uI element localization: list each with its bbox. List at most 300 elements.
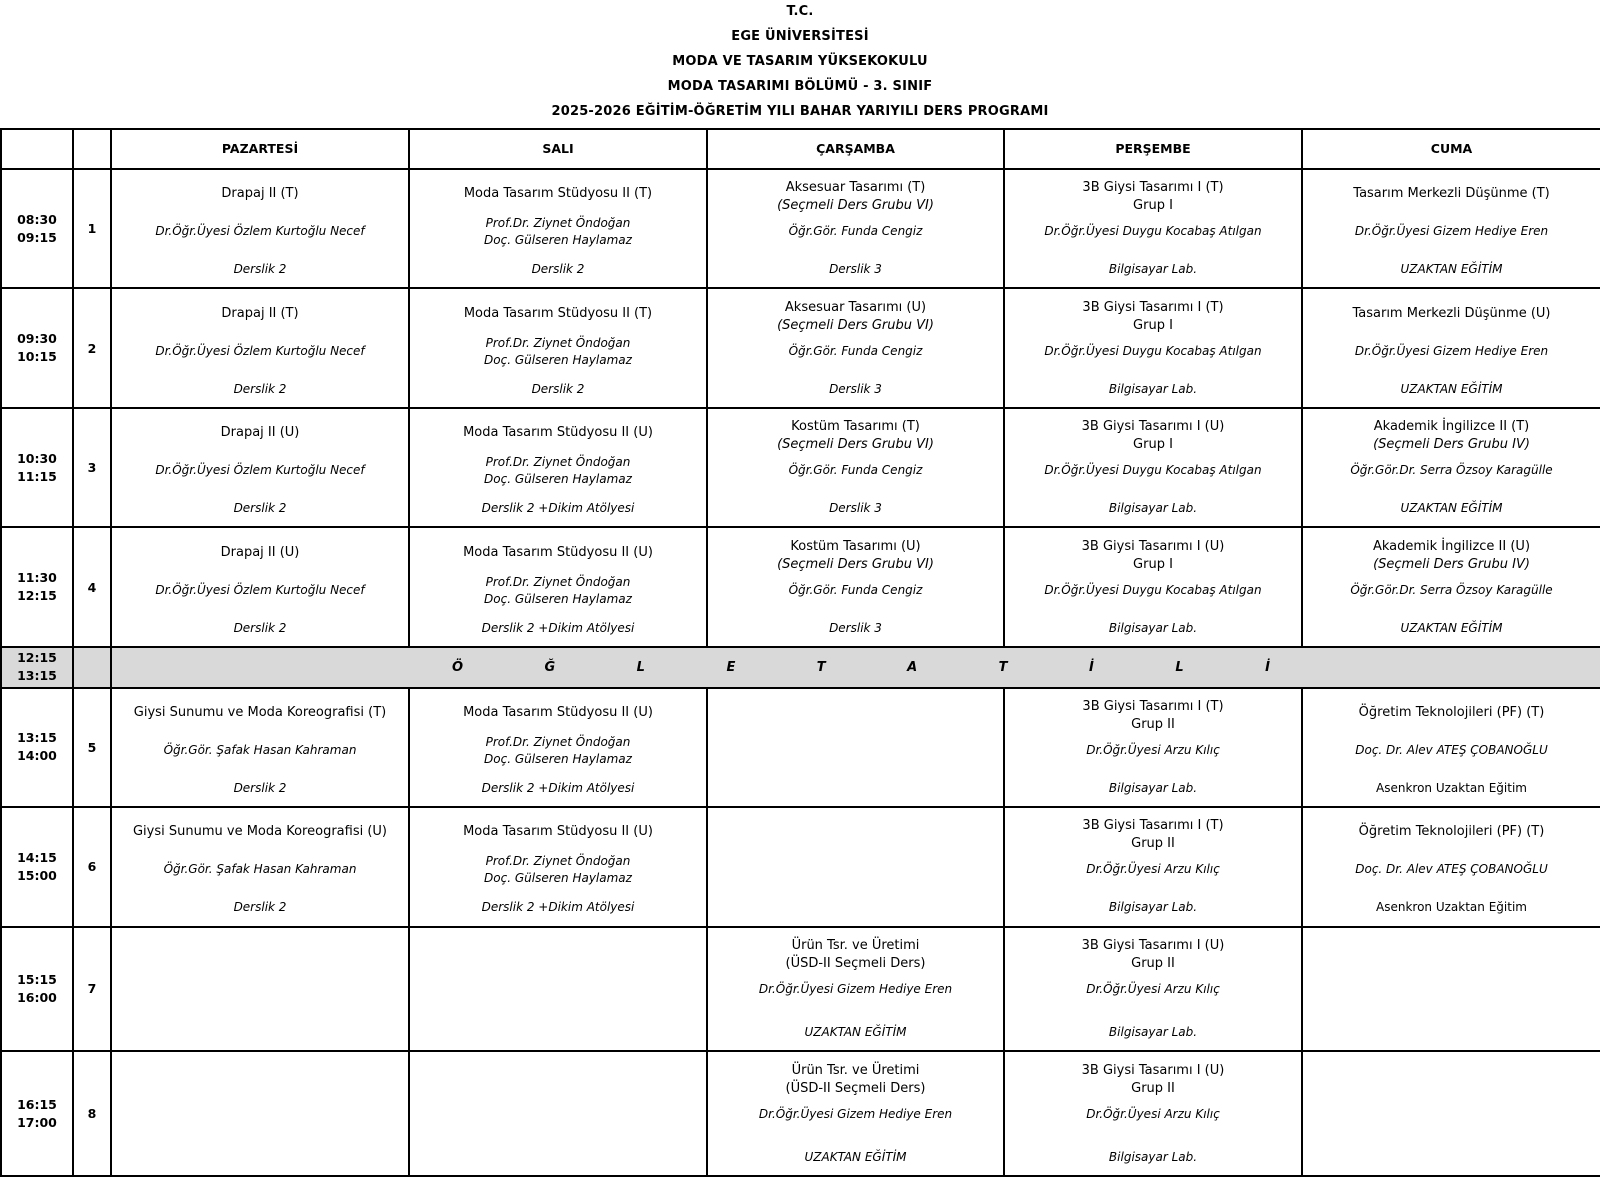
classroom: Asenkron Uzaktan Eğitim bbox=[1376, 780, 1527, 795]
instructor-name: Prof.Dr. Ziynet Öndoğan bbox=[485, 574, 631, 589]
course-title bbox=[112, 823, 408, 841]
course-entry bbox=[1005, 1054, 1301, 1174]
course-entry bbox=[112, 410, 408, 525]
course-title bbox=[410, 704, 706, 722]
instructor bbox=[708, 462, 1003, 479]
course-cell-thursday bbox=[1004, 927, 1302, 1052]
classroom: UZAKTAN EĞİTİM bbox=[804, 1024, 907, 1039]
time-range-cell bbox=[1, 688, 73, 808]
course-title bbox=[112, 704, 408, 722]
course-title-text: Moda Tasarım Stüdyosu II (U) bbox=[463, 824, 653, 840]
course-title-text: Kostüm Tasarımı (U) bbox=[790, 538, 921, 554]
course-title-text: Moda Tasarım Stüdyosu II (U) bbox=[463, 544, 653, 560]
lunch-end: 13:15 bbox=[17, 668, 57, 684]
time-start: 15:15 bbox=[17, 971, 57, 987]
instructor-name: Prof.Dr. Ziynet Öndoğan bbox=[485, 216, 631, 231]
lunch-time-cell bbox=[1, 647, 73, 688]
time-end: 09:15 bbox=[17, 229, 57, 245]
instructor bbox=[1303, 223, 1600, 240]
course-entry bbox=[112, 809, 408, 924]
instructor bbox=[112, 742, 408, 759]
course-title-text: Giysi Sunumu ve Moda Koreografisi (T) bbox=[133, 704, 387, 720]
instructor bbox=[410, 335, 706, 369]
course-subtitle: (Seçmeli Ders Grubu VI) bbox=[777, 437, 934, 453]
schedule-table bbox=[0, 128, 1600, 1177]
instructor-name: Doç. Dr. Alev ATEŞ ÇOBANOĞLU bbox=[1355, 862, 1548, 877]
instructor bbox=[112, 462, 408, 479]
course-entry bbox=[708, 410, 1003, 525]
instructor bbox=[410, 574, 706, 608]
classroom: Asenkron Uzaktan Eğitim bbox=[1376, 900, 1527, 915]
course-title-text: 3B Giysi Tasarımı I (U) bbox=[1081, 538, 1225, 554]
course-entry bbox=[112, 291, 408, 406]
time-start: 16:15 bbox=[17, 1096, 57, 1112]
instructor-name: Dr.Öğr.Üyesi Gizem Hediye Eren bbox=[1354, 343, 1549, 358]
course-entry bbox=[1303, 530, 1600, 645]
instructor-name: Dr.Öğr.Üyesi Duygu Kocabaş Atılgan bbox=[1044, 224, 1262, 239]
course-cell-thursday bbox=[1004, 408, 1302, 528]
instructor-name: Öğr.Gör. Funda Cengiz bbox=[788, 463, 923, 478]
instructor-name: Öğr.Gör. Şafak Hasan Kahraman bbox=[163, 862, 357, 877]
header-line-4: MODA TASARIMI BÖLÜMÜ - 3. SINIF bbox=[667, 79, 933, 94]
instructor-name: Öğr.Gör.Dr. Serra Özsoy Karagülle bbox=[1350, 463, 1553, 478]
day-header-thursday: PERŞEMBE bbox=[1004, 129, 1302, 169]
course-subtitle: Grup II bbox=[1131, 836, 1175, 852]
course-title bbox=[410, 424, 706, 442]
course-title bbox=[112, 185, 408, 203]
course-entry bbox=[1303, 410, 1600, 525]
course-cell-friday bbox=[1302, 807, 1600, 927]
time-range-cell bbox=[1, 169, 73, 289]
instructor-name: Dr.Öğr.Üyesi Gizem Hediye Eren bbox=[1354, 224, 1549, 239]
lunch-letter: T bbox=[816, 659, 826, 675]
course-subtitle: (Seçmeli Ders Grubu VI) bbox=[777, 198, 934, 214]
course-cell-tuesday bbox=[409, 288, 707, 408]
course-title bbox=[708, 418, 1003, 454]
slot-number: 6 bbox=[73, 807, 111, 927]
course-title-text: Akademik İngilizce II (T) bbox=[1373, 419, 1530, 435]
course-title bbox=[708, 1062, 1003, 1098]
slot-number: 3 bbox=[73, 408, 111, 528]
slot-number: 4 bbox=[73, 527, 111, 647]
instructor-name: Prof.Dr. Ziynet Öndoğan bbox=[485, 455, 631, 470]
course-cell-friday bbox=[1302, 688, 1600, 808]
instructor-name: Dr.Öğr.Üyesi Arzu Kılıç bbox=[1086, 862, 1220, 877]
slot-number: 2 bbox=[73, 288, 111, 408]
lunch-letter: L bbox=[636, 659, 645, 675]
time-range-cell bbox=[1, 408, 73, 528]
day-header-row bbox=[1, 129, 1600, 169]
lunch-letter: L bbox=[1175, 659, 1184, 675]
course-cell-wednesday bbox=[707, 927, 1004, 1052]
course-title-text: Moda Tasarım Stüdyosu II (U) bbox=[463, 704, 653, 720]
course-entry bbox=[708, 291, 1003, 406]
instructor-name-2: Doç. Gülseren Haylamaz bbox=[484, 751, 632, 766]
lunch-break-row bbox=[1, 647, 1600, 688]
course-entry bbox=[410, 690, 706, 805]
course-entry bbox=[1005, 690, 1301, 805]
time-slot-row bbox=[1, 927, 1600, 1052]
classroom: Bilgisayar Lab. bbox=[1108, 1024, 1198, 1039]
time-range-cell bbox=[1, 288, 73, 408]
course-subtitle: (ÜSD-II Seçmeli Ders) bbox=[785, 1080, 926, 1096]
instructor-name: Dr.Öğr.Üyesi Gizem Hediye Eren bbox=[758, 981, 953, 996]
course-entry bbox=[1005, 410, 1301, 525]
course-subtitle: (Seçmeli Ders Grubu VI) bbox=[777, 556, 934, 572]
time-start: 08:30 bbox=[17, 211, 57, 227]
course-cell-monday bbox=[111, 807, 409, 927]
time-slot-row bbox=[1, 408, 1600, 528]
course-title-text: 3B Giysi Tasarımı I (U) bbox=[1081, 419, 1225, 435]
lunch-letter: İ bbox=[1265, 659, 1270, 675]
classroom: Bilgisayar Lab. bbox=[1108, 900, 1198, 915]
course-subtitle: (Seçmeli Ders Grubu IV) bbox=[1373, 556, 1530, 572]
course-title bbox=[112, 544, 408, 562]
course-cell-tuesday bbox=[409, 527, 707, 647]
time-start: 11:30 bbox=[17, 570, 57, 586]
course-title bbox=[1005, 937, 1301, 973]
time-slot-row bbox=[1, 807, 1600, 927]
time-end: 12:15 bbox=[17, 588, 57, 604]
course-cell-friday bbox=[1302, 1051, 1600, 1176]
instructor bbox=[708, 1106, 1003, 1123]
time-slot-row bbox=[1, 688, 1600, 808]
day-header-wednesday: ÇARŞAMBA bbox=[707, 129, 1004, 169]
course-title bbox=[1303, 305, 1600, 323]
course-subtitle: Grup I bbox=[1133, 317, 1173, 333]
header-line-5: 2025-2026 EĞİTİM-ÖĞRETİM YILI BAHAR YARIYILI DERS PROGRAMI bbox=[551, 104, 1049, 119]
course-title bbox=[1005, 179, 1301, 215]
course-title-text: Drapaj II (T) bbox=[221, 305, 299, 321]
instructor bbox=[1005, 981, 1301, 998]
instructor-name: Dr.Öğr.Üyesi Özlem Kurtoğlu Necef bbox=[155, 343, 365, 358]
course-title-text: Öğretim Teknolojileri (PF) (T) bbox=[1358, 704, 1545, 720]
course-cell-tuesday bbox=[409, 1051, 707, 1176]
course-entry bbox=[410, 809, 706, 924]
course-cell-wednesday bbox=[707, 288, 1004, 408]
corner-cell-time bbox=[1, 129, 73, 169]
course-entry bbox=[410, 530, 706, 645]
course-cell-monday bbox=[111, 408, 409, 528]
course-entry bbox=[1303, 690, 1600, 805]
course-title bbox=[410, 305, 706, 323]
instructor-name: Dr.Öğr.Üyesi Özlem Kurtoğlu Necef bbox=[155, 463, 365, 478]
course-title bbox=[1005, 698, 1301, 734]
classroom: Bilgisayar Lab. bbox=[1108, 1149, 1198, 1164]
course-title-text: Moda Tasarım Stüdyosu II (T) bbox=[463, 305, 653, 321]
course-cell-wednesday bbox=[707, 527, 1004, 647]
course-subtitle: Grup II bbox=[1131, 955, 1175, 971]
instructor bbox=[708, 343, 1003, 360]
course-entry bbox=[1005, 809, 1301, 924]
course-entry bbox=[410, 291, 706, 406]
lunch-letter: T bbox=[998, 659, 1008, 675]
course-cell-tuesday bbox=[409, 688, 707, 808]
lunch-letter: İ bbox=[1089, 659, 1094, 675]
instructor bbox=[1303, 462, 1600, 479]
instructor bbox=[1303, 343, 1600, 360]
classroom: Derslik 2 bbox=[233, 381, 287, 396]
course-subtitle: (ÜSD-II Seçmeli Ders) bbox=[785, 955, 926, 971]
time-start: 13:15 bbox=[17, 730, 57, 746]
course-entry bbox=[1303, 291, 1600, 406]
course-title-text: Aksesuar Tasarımı (U) bbox=[784, 299, 927, 315]
course-entry bbox=[1005, 929, 1301, 1049]
classroom: Derslik 3 bbox=[829, 262, 882, 277]
instructor bbox=[1005, 223, 1301, 240]
course-entry bbox=[1005, 171, 1301, 286]
course-entry bbox=[708, 1054, 1003, 1174]
time-slot-row bbox=[1, 1051, 1600, 1176]
classroom: Derslik 2 +Dikim Atölyesi bbox=[481, 780, 635, 795]
course-title-text: 3B Giysi Tasarımı I (T) bbox=[1082, 818, 1224, 834]
course-title-text: Akademik İngilizce II (U) bbox=[1372, 538, 1531, 554]
instructor bbox=[1005, 582, 1301, 599]
instructor-name-2: Doç. Gülseren Haylamaz bbox=[484, 352, 632, 367]
classroom: Derslik 2 bbox=[233, 900, 287, 915]
instructor bbox=[410, 853, 706, 887]
course-cell-wednesday bbox=[707, 807, 1004, 927]
header-line-3: MODA VE TASARIM YÜKSEKOKULU bbox=[672, 54, 928, 69]
course-cell-friday bbox=[1302, 169, 1600, 289]
instructor-name: Prof.Dr. Ziynet Öndoğan bbox=[485, 734, 631, 749]
course-entry bbox=[708, 530, 1003, 645]
instructor bbox=[112, 582, 408, 599]
course-title bbox=[112, 305, 408, 323]
slot-number: 5 bbox=[73, 688, 111, 808]
time-start: 10:30 bbox=[17, 450, 57, 466]
course-cell-monday bbox=[111, 1051, 409, 1176]
course-title-text: Moda Tasarım Stüdyosu II (T) bbox=[463, 186, 653, 202]
time-end: 15:00 bbox=[17, 867, 57, 883]
course-subtitle: Grup I bbox=[1133, 437, 1173, 453]
instructor-name: Dr.Öğr.Üyesi Duygu Kocabaş Atılgan bbox=[1044, 463, 1262, 478]
time-end: 16:00 bbox=[17, 989, 57, 1005]
course-cell-friday bbox=[1302, 288, 1600, 408]
course-cell-friday bbox=[1302, 408, 1600, 528]
course-title-text: Ürün Tsr. ve Üretimi bbox=[791, 937, 920, 953]
instructor-name: Öğr.Gör. Funda Cengiz bbox=[788, 582, 923, 597]
course-cell-monday bbox=[111, 169, 409, 289]
course-entry bbox=[112, 690, 408, 805]
course-title-text: 3B Giysi Tasarımı I (T) bbox=[1082, 299, 1224, 315]
classroom: Derslik 2 bbox=[233, 501, 287, 516]
course-subtitle: (Seçmeli Ders Grubu VI) bbox=[777, 317, 934, 333]
course-cell-thursday bbox=[1004, 688, 1302, 808]
slot-number: 7 bbox=[73, 927, 111, 1052]
instructor bbox=[1005, 462, 1301, 479]
course-title-text: 3B Giysi Tasarımı I (U) bbox=[1081, 937, 1225, 953]
course-title-text: Aksesuar Tasarımı (T) bbox=[785, 180, 926, 196]
course-title-text: 3B Giysi Tasarımı I (U) bbox=[1081, 1062, 1225, 1078]
time-end: 10:15 bbox=[17, 349, 57, 365]
course-cell-monday bbox=[111, 527, 409, 647]
time-start: 14:15 bbox=[17, 849, 57, 865]
instructor bbox=[708, 223, 1003, 240]
instructor-name: Dr.Öğr.Üyesi Arzu Kılıç bbox=[1086, 742, 1220, 757]
time-end: 11:15 bbox=[17, 468, 57, 484]
time-slot-row bbox=[1, 527, 1600, 647]
classroom: Derslik 2 +Dikim Atölyesi bbox=[481, 900, 635, 915]
instructor-name: Dr.Öğr.Üyesi Özlem Kurtoğlu Necef bbox=[155, 224, 365, 239]
course-title-text: Ürün Tsr. ve Üretimi bbox=[791, 1062, 920, 1078]
header-line-2: EGE ÜNİVERSİTESİ bbox=[731, 29, 869, 44]
course-subtitle: Grup II bbox=[1131, 716, 1175, 732]
classroom: Bilgisayar Lab. bbox=[1108, 620, 1198, 635]
course-cell-monday bbox=[111, 927, 409, 1052]
classroom: Derslik 2 bbox=[531, 381, 585, 396]
course-title bbox=[1005, 299, 1301, 335]
course-title-text: Giysi Sunumu ve Moda Koreografisi (U) bbox=[132, 824, 387, 840]
course-entry bbox=[410, 410, 706, 525]
instructor-name: Dr.Öğr.Üyesi Arzu Kılıç bbox=[1086, 981, 1220, 996]
course-cell-tuesday bbox=[409, 169, 707, 289]
instructor-name: Öğr.Gör.Dr. Serra Özsoy Karagülle bbox=[1350, 582, 1553, 597]
classroom: Derslik 2 bbox=[531, 262, 585, 277]
instructor bbox=[1303, 861, 1600, 878]
instructor bbox=[1303, 742, 1600, 759]
classroom: Bilgisayar Lab. bbox=[1108, 262, 1198, 277]
document-header bbox=[0, 0, 1600, 128]
course-title bbox=[708, 179, 1003, 215]
instructor-name-2: Doç. Gülseren Haylamaz bbox=[484, 591, 632, 606]
classroom: Derslik 3 bbox=[829, 620, 882, 635]
course-title bbox=[1303, 418, 1600, 454]
classroom: Derslik 2 bbox=[233, 620, 287, 635]
lunch-letter: E bbox=[726, 659, 736, 675]
course-entry bbox=[1303, 171, 1600, 286]
instructor-name: Dr.Öğr.Üyesi Duygu Kocabaş Atılgan bbox=[1044, 343, 1262, 358]
classroom: Derslik 2 bbox=[233, 780, 287, 795]
course-title bbox=[112, 424, 408, 442]
instructor bbox=[708, 582, 1003, 599]
instructor-name: Dr.Öğr.Üyesi Arzu Kılıç bbox=[1086, 1106, 1220, 1121]
instructor-name: Dr.Öğr.Üyesi Duygu Kocabaş Atılgan bbox=[1044, 582, 1262, 597]
course-cell-tuesday bbox=[409, 927, 707, 1052]
instructor bbox=[1005, 1106, 1301, 1123]
course-subtitle: Grup I bbox=[1133, 198, 1173, 214]
course-title bbox=[410, 185, 706, 203]
course-title-text: Tasarım Merkezli Düşünme (T) bbox=[1353, 186, 1550, 202]
course-cell-wednesday bbox=[707, 688, 1004, 808]
course-cell-wednesday bbox=[707, 1051, 1004, 1176]
instructor bbox=[708, 981, 1003, 998]
course-title bbox=[1303, 704, 1600, 722]
instructor-name-2: Doç. Gülseren Haylamaz bbox=[484, 871, 632, 886]
classroom: Bilgisayar Lab. bbox=[1108, 501, 1198, 516]
instructor bbox=[1005, 343, 1301, 360]
instructor-name: Prof.Dr. Ziynet Öndoğan bbox=[485, 854, 631, 869]
course-title-text: 3B Giysi Tasarımı I (T) bbox=[1082, 180, 1224, 196]
course-title-text: Öğretim Teknolojileri (PF) (T) bbox=[1358, 824, 1545, 840]
instructor-name: Öğr.Gör. Funda Cengiz bbox=[788, 343, 923, 358]
instructor bbox=[1303, 582, 1600, 599]
day-header-monday: PAZARTESİ bbox=[111, 129, 409, 169]
course-entry bbox=[1005, 291, 1301, 406]
instructor bbox=[1005, 742, 1301, 759]
course-title bbox=[1303, 185, 1600, 203]
instructor bbox=[410, 215, 706, 249]
course-entry bbox=[410, 171, 706, 286]
course-title bbox=[410, 544, 706, 562]
course-title-text: Moda Tasarım Stüdyosu II (U) bbox=[463, 425, 653, 441]
course-title bbox=[708, 937, 1003, 973]
slot-number: 1 bbox=[73, 169, 111, 289]
course-cell-friday bbox=[1302, 527, 1600, 647]
course-entry bbox=[1005, 530, 1301, 645]
day-header-friday: CUMA bbox=[1302, 129, 1600, 169]
course-title bbox=[1303, 538, 1600, 574]
instructor bbox=[410, 734, 706, 768]
course-title bbox=[708, 538, 1003, 574]
course-cell-thursday bbox=[1004, 807, 1302, 927]
instructor bbox=[410, 454, 706, 488]
course-cell-thursday bbox=[1004, 169, 1302, 289]
time-start: 09:30 bbox=[17, 331, 57, 347]
course-entry bbox=[112, 530, 408, 645]
course-cell-tuesday bbox=[409, 807, 707, 927]
classroom: UZAKTAN EĞİTİM bbox=[804, 1149, 907, 1164]
course-title-text: Drapaj II (U) bbox=[220, 425, 300, 441]
instructor-name-2: Doç. Gülseren Haylamaz bbox=[484, 472, 632, 487]
instructor-name: Dr.Öğr.Üyesi Özlem Kurtoğlu Necef bbox=[155, 582, 365, 597]
classroom: Derslik 3 bbox=[829, 501, 882, 516]
classroom: UZAKTAN EĞİTİM bbox=[1400, 381, 1503, 396]
classroom: Derslik 3 bbox=[829, 381, 882, 396]
instructor bbox=[112, 343, 408, 360]
lunch-start: 12:15 bbox=[17, 650, 57, 666]
instructor-name: Doç. Dr. Alev ATEŞ ÇOBANOĞLU bbox=[1355, 742, 1548, 757]
time-range-cell bbox=[1, 807, 73, 927]
course-title bbox=[1005, 817, 1301, 853]
day-header-tuesday: SALI bbox=[409, 129, 707, 169]
course-title-text: Tasarım Merkezli Düşünme (U) bbox=[1352, 305, 1551, 321]
classroom: Bilgisayar Lab. bbox=[1108, 780, 1198, 795]
course-cell-thursday bbox=[1004, 288, 1302, 408]
instructor-name: Dr.Öğr.Üyesi Gizem Hediye Eren bbox=[758, 1106, 953, 1121]
instructor bbox=[112, 861, 408, 878]
course-cell-wednesday bbox=[707, 408, 1004, 528]
course-cell-tuesday bbox=[409, 408, 707, 528]
course-title-text: Kostüm Tasarımı (T) bbox=[791, 419, 920, 435]
classroom: UZAKTAN EĞİTİM bbox=[1400, 262, 1503, 277]
course-entry bbox=[112, 171, 408, 286]
course-title bbox=[1303, 823, 1600, 841]
course-title bbox=[410, 823, 706, 841]
instructor bbox=[112, 223, 408, 240]
course-cell-thursday bbox=[1004, 1051, 1302, 1176]
course-title bbox=[1005, 538, 1301, 574]
course-entry bbox=[708, 929, 1003, 1049]
time-range-cell bbox=[1, 927, 73, 1052]
course-title bbox=[1005, 418, 1301, 454]
classroom: Bilgisayar Lab. bbox=[1108, 381, 1198, 396]
course-cell-friday bbox=[1302, 927, 1600, 1052]
course-cell-thursday bbox=[1004, 527, 1302, 647]
course-title-text: Drapaj II (U) bbox=[220, 544, 300, 560]
course-cell-monday bbox=[111, 688, 409, 808]
time-range-cell bbox=[1, 527, 73, 647]
course-cell-monday bbox=[111, 288, 409, 408]
corner-cell-slot bbox=[73, 129, 111, 169]
course-cell-wednesday bbox=[707, 169, 1004, 289]
lunch-letter: Ğ bbox=[544, 659, 556, 675]
time-end: 17:00 bbox=[17, 1114, 57, 1130]
course-subtitle: Grup I bbox=[1133, 556, 1173, 572]
instructor-name: Öğr.Gör. Funda Cengiz bbox=[788, 224, 923, 239]
time-range-cell bbox=[1, 1051, 73, 1176]
slot-number: 8 bbox=[73, 1051, 111, 1176]
